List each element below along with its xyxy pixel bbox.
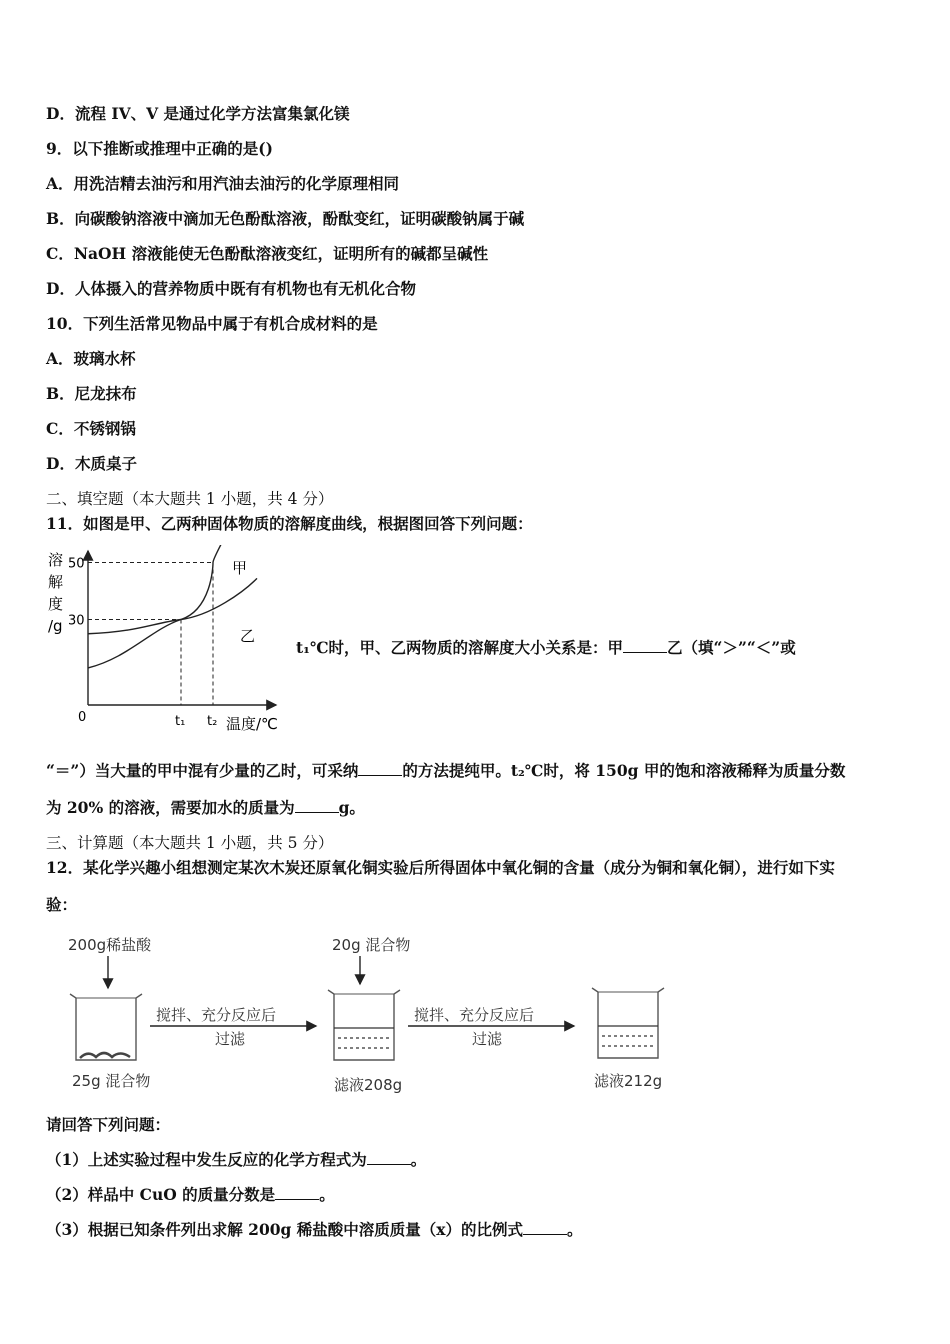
q8-option-d: D．流程 IV、V 是通过化学方法富集氯化镁 [46, 104, 350, 123]
question-11: 11．如图是甲、乙两种固体物质的溶解度曲线，根据图回答下列问题： [46, 514, 533, 533]
q10-option-d: D．木质桌子 [46, 454, 137, 473]
step2-filtrate-label: 滤液208g [334, 1076, 403, 1094]
solubility-chart [44, 545, 294, 740]
section-3-heading: 三、计算题（本大题共 1 小题，共 5 分） [46, 834, 334, 852]
q12-sub3-end: 。 [567, 1220, 583, 1239]
q12-sub2-end: 。 [319, 1185, 335, 1204]
q11-inline-text-b: 乙（填“＞”“＜”或 [667, 638, 796, 657]
series-line-jia [88, 545, 233, 668]
x-tick-label-2: t₂ [207, 714, 218, 729]
y-tick-label-50: 50 [68, 556, 85, 572]
q10-option-c: C．不锈钢锅 [46, 419, 136, 438]
section-2-heading: 二、填空题（本大题共 1 小题，共 4 分） [46, 490, 334, 508]
q9-option-c: C．NaOH 溶液能使无色酚酞溶液变红，证明所有的碱都呈碱性 [46, 244, 489, 263]
origin-label: 0 [78, 710, 87, 725]
y-axis-label-1: 溶 [48, 551, 64, 569]
series-label-yi: 乙 [240, 627, 256, 645]
q11-cont1-text-b: 的方法提纯甲。t₂℃时，将 150g 甲的饱和溶液稀释为质量分数 [402, 761, 846, 780]
q11-cont2-text-b: g。 [338, 798, 365, 817]
q12-sub-2 [46, 1185, 335, 1205]
q9-option-a: A．用洗洁精去油污和用汽油去油污的化学原理相同 [46, 174, 400, 193]
y-tick-label-30: 30 [68, 613, 85, 629]
answer-blank-2[interactable] [358, 761, 402, 776]
q9-option-b: B．向碳酸钠溶液中滴加无色酚酞溶液，酚酞变红，证明碳酸钠属于碱 [46, 209, 525, 228]
q12-sub2-text: （2）样品中 CuO 的质量分数是 [46, 1185, 276, 1204]
arrow1-top-label: 搅拌、充分反应后 [156, 1006, 277, 1024]
beaker-3 [592, 988, 664, 1058]
q12-sub3-text: （3）根据已知条件列出求解 200g 稀盐酸中溶质质量（x）的比例式 [46, 1220, 524, 1239]
question-9: 9．以下推断或推理中正确的是() [46, 139, 273, 158]
q12-sub1-end: 。 [410, 1150, 427, 1169]
arrow1-bottom-label: 过滤 [215, 1030, 246, 1048]
beaker-2 [328, 990, 400, 1060]
experiment-diagram [60, 928, 680, 1098]
x-axis-label: 温度/℃ [226, 715, 278, 733]
answer-blank-5[interactable] [275, 1185, 319, 1200]
y-axis-label-2: 解 [48, 573, 64, 591]
q11-cont2-text-a: 为 20% 的溶液，需要加水的质量为 [46, 798, 295, 817]
q11-inline [296, 636, 796, 658]
answer-blank-1[interactable] [623, 638, 667, 653]
beaker-1 [70, 994, 142, 1060]
step1-solid-label: 25g 混合物 [72, 1072, 151, 1090]
q11-continuation-1 [46, 761, 845, 781]
q12-sub1-text: （1）上述实验过程中发生反应的化学方程式为 [46, 1150, 367, 1169]
answer-blank-6[interactable] [523, 1220, 567, 1235]
x-tick-label-1: t₁ [175, 714, 186, 729]
q10-option-b: B．尼龙抹布 [46, 384, 137, 403]
y-axis-label-3: 度 [48, 595, 64, 613]
q12-prompt: 请回答下列问题： [46, 1115, 171, 1134]
step2-reagent-label: 20g 混合物 [332, 936, 411, 954]
y-axis-label-4: /g [48, 617, 63, 635]
step1-reagent-label: 200g稀盐酸 [68, 936, 152, 954]
q12-sub-1 [46, 1150, 426, 1170]
arrow2-top-label: 搅拌、充分反应后 [414, 1006, 535, 1024]
q11-inline-text-a: t₁℃时，甲、乙两物质的溶解度大小关系是：甲 [296, 638, 624, 657]
q9-option-d: D．人体摄入的营养物质中既有有机物也有无机化合物 [46, 279, 416, 298]
series-label-jia: 甲 [232, 559, 248, 577]
arrow2-bottom-label: 过滤 [472, 1030, 503, 1048]
question-12-line-2: 验： [46, 895, 78, 914]
answer-blank-3[interactable] [295, 798, 339, 813]
question-12-line-1: 12．某化学兴趣小组想测定某次木炭还原氧化铜实验后所得固体中氧化铜的含量（成分为铜和氧化铜），进行如下实 [46, 858, 835, 877]
q10-option-a: A．玻璃水杯 [46, 349, 136, 368]
q11-continuation-2 [46, 798, 365, 818]
q12-sub-3 [46, 1220, 583, 1240]
q11-cont1-text-a: “＝”）当大量的甲中混有少量的乙时，可采纳 [46, 761, 359, 780]
question-10: 10．下列生活常见物品中属于有机合成材料的是 [46, 314, 378, 333]
answer-blank-4[interactable] [367, 1150, 411, 1165]
step3-filtrate-label: 滤液212g [594, 1072, 663, 1090]
series-line-yi [88, 578, 257, 633]
